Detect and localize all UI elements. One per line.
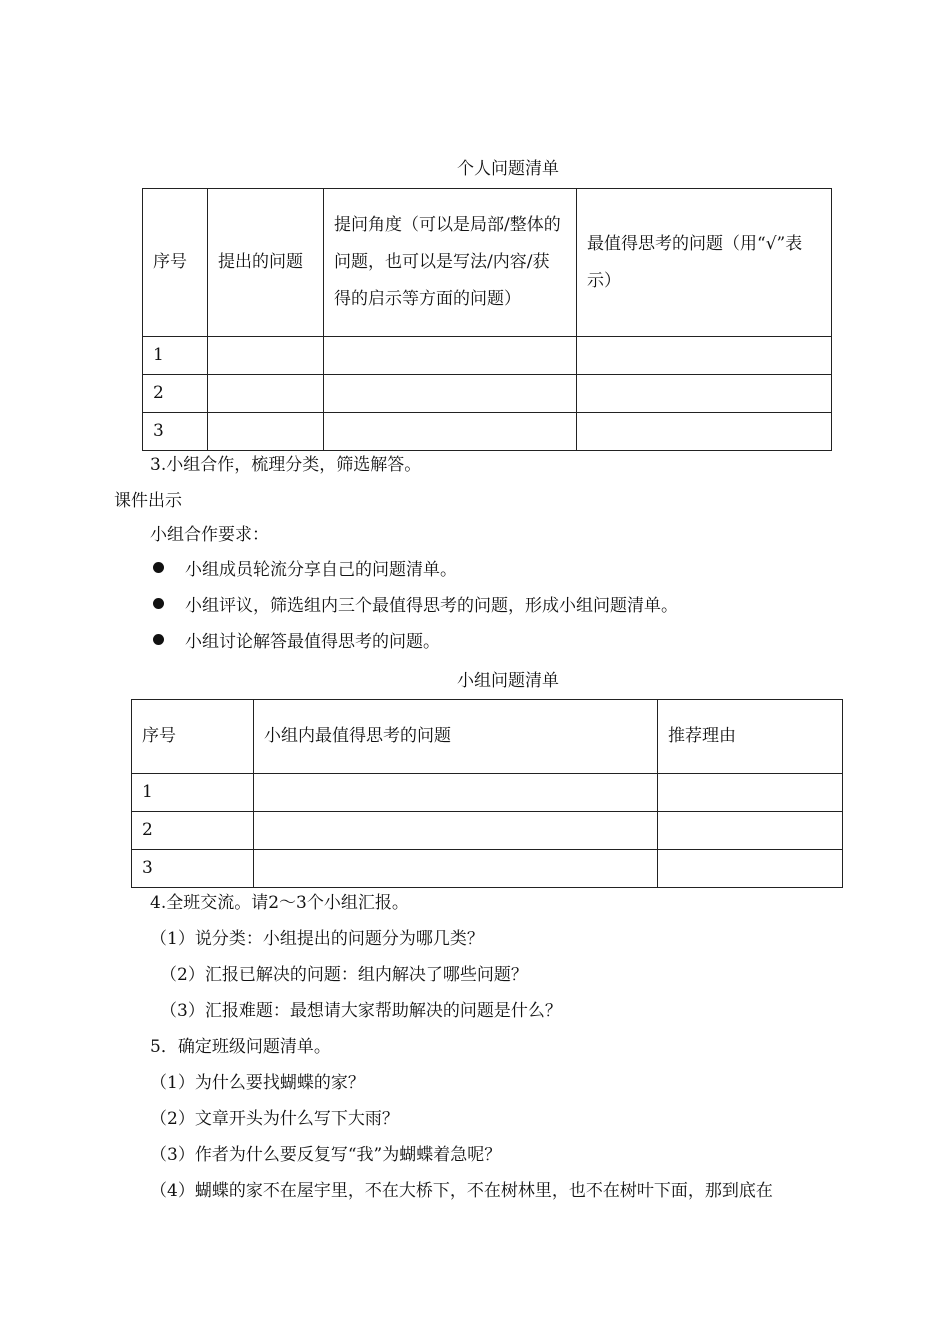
table1-cell bbox=[208, 337, 324, 375]
table2-cell: 1 bbox=[132, 774, 254, 812]
table2-caption: 小组问题清单 bbox=[457, 671, 559, 691]
requirement-item: 小组讨论解答最值得思考的问题。 bbox=[185, 632, 440, 652]
step3-text: 3.小组合作，梳理分类，筛选解答。 bbox=[150, 455, 422, 475]
table2-header-cell: 小组内最值得思考的问题 bbox=[254, 700, 658, 774]
table-row bbox=[143, 375, 832, 413]
table2-cell bbox=[658, 774, 843, 812]
table1-header-row bbox=[143, 189, 832, 337]
table2-cell bbox=[254, 850, 658, 888]
step4-item: （3）汇报难题：最想请大家帮助解决的问题是什么？ bbox=[160, 1001, 562, 1021]
step5-text: 5．确定班级问题清单。 bbox=[150, 1037, 331, 1057]
table1-header-cell: 提问角度（可以是局部/整体的问题，也可以是写法/内容/获得的启示等方面的问题） bbox=[324, 189, 577, 337]
table1-cell bbox=[577, 337, 832, 375]
requirement-item: 小组成员轮流分享自己的问题清单。 bbox=[185, 560, 457, 580]
step5-item: （4）蝴蝶的家不在屋宇里，不在大桥下，不在树林里，也不在树叶下面，那到底在 bbox=[150, 1181, 773, 1201]
table1-cell: 2 bbox=[143, 375, 208, 413]
table-row bbox=[143, 337, 832, 375]
table-row bbox=[132, 774, 843, 812]
table-row bbox=[132, 812, 843, 850]
table1-cell bbox=[208, 413, 324, 451]
table1-cell: 1 bbox=[143, 337, 208, 375]
table-row bbox=[143, 413, 832, 451]
table1-header-cell: 提出的问题 bbox=[208, 189, 324, 337]
table1-cell bbox=[208, 375, 324, 413]
individual-question-table bbox=[142, 188, 832, 451]
courseware-label: 课件出示 bbox=[114, 491, 182, 511]
step4-item: （1）说分类：小组提出的问题分为哪几类？ bbox=[150, 929, 484, 949]
step5-item: （2）文章开头为什么写下大雨？ bbox=[150, 1109, 399, 1129]
table2-header-cell: 序号 bbox=[132, 700, 254, 774]
bullet-icon bbox=[153, 562, 164, 573]
step5-item: （1）为什么要找蝴蝶的家？ bbox=[150, 1073, 365, 1093]
table1-cell bbox=[324, 375, 577, 413]
table2-cell bbox=[658, 850, 843, 888]
table1-cell bbox=[577, 413, 832, 451]
table1-caption: 个人问题清单 bbox=[457, 159, 559, 179]
table2-header-row bbox=[132, 700, 843, 774]
group-question-table bbox=[131, 699, 843, 888]
requirements-title: 小组合作要求： bbox=[150, 525, 269, 545]
table2-cell: 3 bbox=[132, 850, 254, 888]
step4-text: 4.全班交流。请2～3个小组汇报。 bbox=[150, 893, 409, 913]
table1-cell bbox=[324, 413, 577, 451]
table1-header-cell: 序号 bbox=[143, 189, 208, 337]
table1-cell bbox=[577, 375, 832, 413]
table2-cell bbox=[658, 812, 843, 850]
requirement-item: 小组评议，筛选组内三个最值得思考的问题，形成小组问题清单。 bbox=[185, 596, 678, 616]
table2-cell bbox=[254, 812, 658, 850]
table2-cell: 2 bbox=[132, 812, 254, 850]
step5-item: （3）作者为什么要反复写“我”为蝴蝶着急呢？ bbox=[150, 1145, 502, 1165]
bullet-icon bbox=[153, 598, 164, 609]
table2-cell bbox=[254, 774, 658, 812]
table2-header-cell: 推荐理由 bbox=[658, 700, 843, 774]
table-row bbox=[132, 850, 843, 888]
table1-header-cell: 最值得思考的问题（用“√”表示） bbox=[577, 189, 832, 337]
bullet-icon bbox=[153, 634, 164, 645]
table1-cell: 3 bbox=[143, 413, 208, 451]
step4-item: （2）汇报已解决的问题：组内解决了哪些问题？ bbox=[160, 965, 528, 985]
table1-cell bbox=[324, 337, 577, 375]
